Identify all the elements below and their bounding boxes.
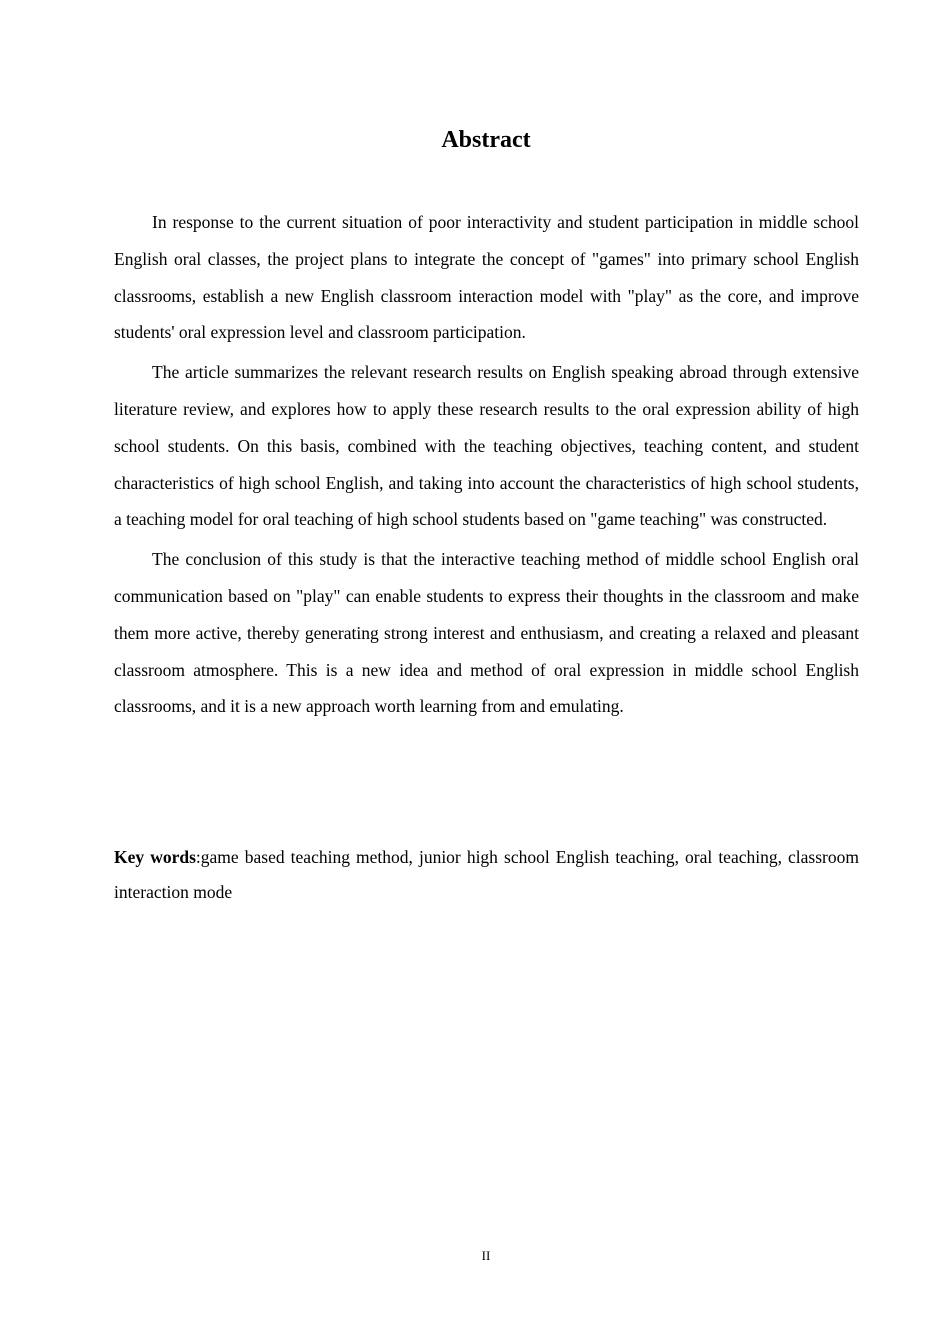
abstract-body — [114, 204, 859, 728]
keywords-separator: : — [195, 847, 201, 867]
keywords-section — [114, 840, 859, 910]
keywords-label: Key words — [114, 847, 196, 867]
page-number: II — [481, 1248, 491, 1263]
keywords-text: game based teaching method, junior high school English teaching, oral teaching, classroom interaction mode — [114, 847, 859, 902]
abstract-paragraph-2: The article summarizes the relevant research results on English speaking abroad through extensive literature review, and explores how to apply these research results to the oral expression ability of high school students. On this basis, combined with the teaching objectives, teaching content, and student characteristics of high school English, and taking into account the characteristics of high school students, a teaching model for oral teaching of high school students based on "game teaching" was constructed. — [114, 362, 859, 530]
page-title: Abstract — [441, 127, 531, 153]
abstract-paragraph-1: In response to the current situation of poor interactivity and student participation in middle school English oral classes, the project plans to integrate the concept of "games" into primary school English classrooms, establish a new English classroom interaction model with "play" as the core, and improve students' oral expression level and classroom participation. — [114, 212, 859, 343]
abstract-paragraph-3: The conclusion of this study is that the interactive teaching method of middle school English oral communication based on "play" can enable students to express their thoughts in the classroom and make them more active, thereby generating strong interest and enthusiasm, and creating a relaxed and pleasant classroom atmosphere. This is a new idea and method of oral expression in middle school English classrooms, and it is a new approach worth learning from and emulating. — [114, 549, 859, 717]
